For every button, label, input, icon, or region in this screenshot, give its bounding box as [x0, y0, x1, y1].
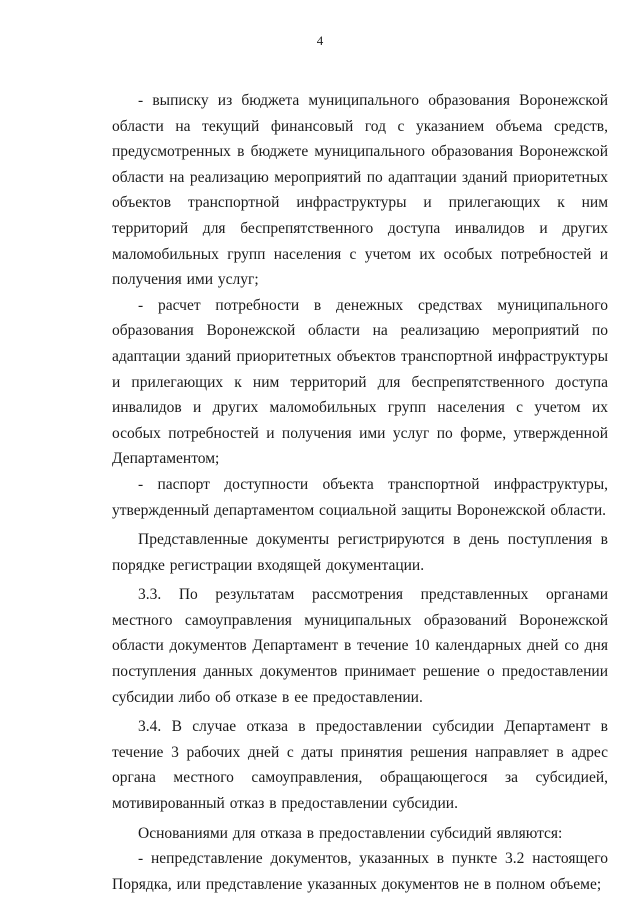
paragraph-missing-documents: - непредставление документов, указанных в пункте 3.2 настоящего Порядка, или представление указанных документов не в полном объеме; [112, 850, 608, 893]
paragraph-3-3: 3.3. По результатам рассмотрения представленных органами местного самоуправления муниципальных образований Воронежской области документов Департамент в течение 10 календарных дней со дня поступления данных документов принимает решение о предоставлении субсидии либо об отказе в ее предоставлении. [112, 586, 608, 706]
paragraph-budget-extract: - выписку из бюджета муниципального образования Воронежской области на текущий финансовый год с указанием объема средств, предусмотренных в бюджете муниципального образования Воронежской области на реализацию мероприятий по адаптации зданий приоритетных объектов транспортной инфраструктуры и прилегающих к ним территорий для беспрепятственного доступа инвалидов и других маломобильных групп населения с учетом их особых потребностей и получения ими услуг; [112, 92, 608, 289]
paragraph-funding-calculation: - расчет потребности в денежных средствах муниципального образования Воронежской области на реализацию мероприятий по адаптации зданий приоритетных объектов транспортной инфраструктуры и прилегающих к ним территорий для беспрепятственного доступа инвалидов и других маломобильных групп населения с учетом их особых потребностей и получения ими услуг по форме, утвержденной Департаментом; [112, 296, 608, 468]
paragraph-3-4: 3.4. В случае отказа в предоставлении субсидии Департамент в течение 3 рабочих дней с даты принятия решения направляет в адрес органа местного самоуправления, обращающегося за субсидией, мотивированный отказ в предоставлении субсидии. [112, 718, 608, 813]
paragraph-registration: Представленные документы регистрируются в день поступления в порядке регистрации входящей документации. [112, 531, 608, 574]
page-number: 4 [316, 33, 324, 48]
document-body [112, 88, 608, 897]
paragraph-accessibility-passport: - паспорт доступности объекта транспортной инфраструктуры, утвержденный департаментом социальной защиты Воронежской области. [112, 475, 608, 519]
paragraph-refusal-grounds: Основаниями для отказа в предоставлении субсидий являются: [138, 824, 563, 842]
